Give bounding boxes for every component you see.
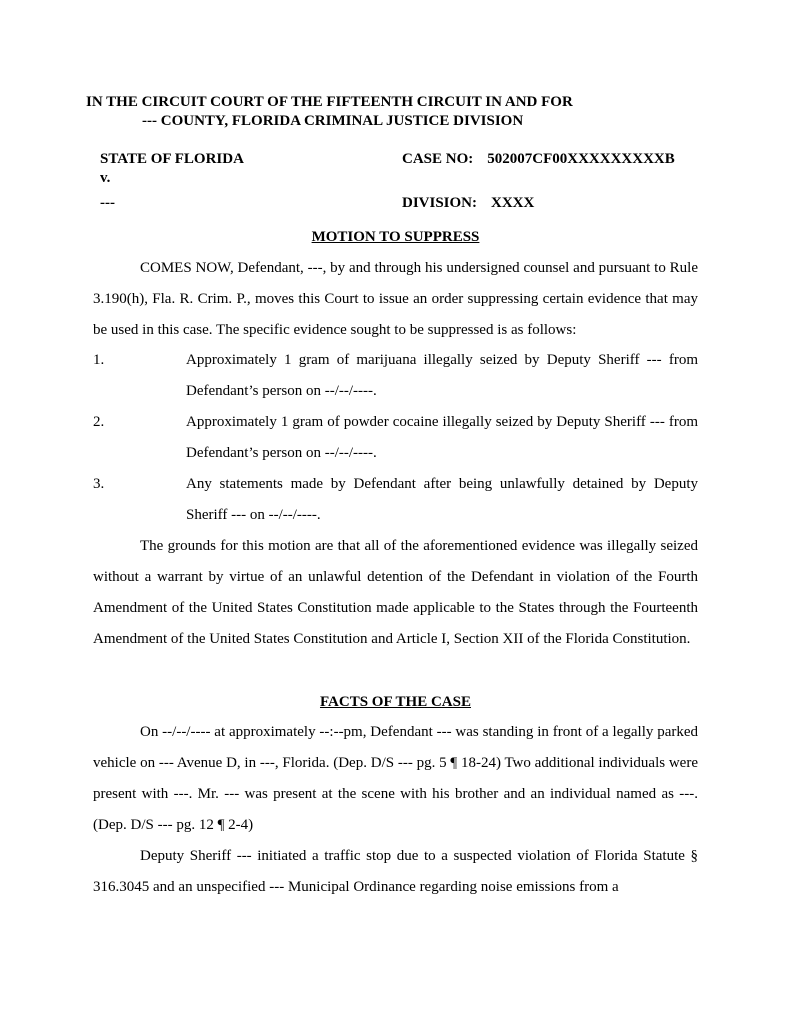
division-value: XXXX — [491, 195, 535, 211]
facts-paragraph-1: On --/--/---- at approximately --:--pm, Defendant --- was standing in front of a legally parked vehicle on --- Avenue D, in ---, Florida. (Dep. D/S --- pg. 5 ¶ 18-24) Two additional individuals were present with ---. Mr. --- was present at the scene with his brother and an individual named as ---. (Dep. D/S --- pg. 12 ¶ 2-4) — [93, 724, 698, 833]
list-number: 2. — [93, 414, 105, 430]
list-text: Approximately 1 gram of marijuana illegally seized by Deputy Sheriff --- from Defendant’s person on --/--/----. — [186, 352, 698, 399]
plaintiff-name: STATE OF FLORIDA — [100, 151, 244, 167]
evidence-item-2 — [93, 407, 698, 469]
case-number-value: 502007CF00XXXXXXXXXB — [487, 151, 675, 167]
facts-paragraph-2: Deputy Sheriff --- initiated a traffic stop due to a suspected violation of Florida Statute § 316.3045 and an unspecified --- Municipal Ordinance regarding noise emissions from a — [93, 848, 698, 895]
list-text: Approximately 1 gram of powder cocaine illegally seized by Deputy Sheriff --- from Defendant’s person on --/--/----. — [186, 414, 698, 461]
motion-title: MOTION TO SUPPRESS — [311, 229, 480, 245]
case-number — [402, 150, 675, 169]
list-text: Any statements made by Defendant after being unlawfully detained by Deputy Sheriff --- on --/--/----. — [186, 476, 698, 523]
list-number: 1. — [93, 352, 105, 368]
division — [402, 194, 534, 213]
grounds-paragraph: The grounds for this motion are that all of the aforementioned evidence was illegally seized without a warrant by virtue of an unlawful detention of the Defendant in violation of the Fourth Amendment of the United States Constitution made applicable to the States through the Fourteenth Amendment of the United States Constitution and Article I, Section XII of the Florida Constitution. — [93, 538, 698, 647]
case-number-label: CASE NO: — [402, 151, 474, 167]
versus-label: v. — [100, 170, 111, 186]
evidence-item-1 — [93, 345, 698, 407]
court-header — [86, 93, 573, 131]
defendant-name: --- — [100, 195, 115, 211]
court-header-line2: --- COUNTY, FLORIDA CRIMINAL JUSTICE DIVISION — [142, 113, 524, 129]
division-label: DIVISION: — [402, 195, 478, 211]
court-header-line1: IN THE CIRCUIT COURT OF THE FIFTEENTH CIRCUIT IN AND FOR — [86, 94, 573, 110]
evidence-item-3 — [93, 469, 698, 531]
facts-title: FACTS OF THE CASE — [319, 694, 471, 710]
motion-intro-paragraph: COMES NOW, Defendant, ---, by and through his undersigned counsel and pursuant to Rule 3.190(h), Fla. R. Crim. P., moves this Court to issue an order suppressing certain evidence that may be used in this case. The specific evidence sought to be suppressed is as follows: — [93, 260, 698, 338]
list-number: 3. — [93, 476, 105, 492]
